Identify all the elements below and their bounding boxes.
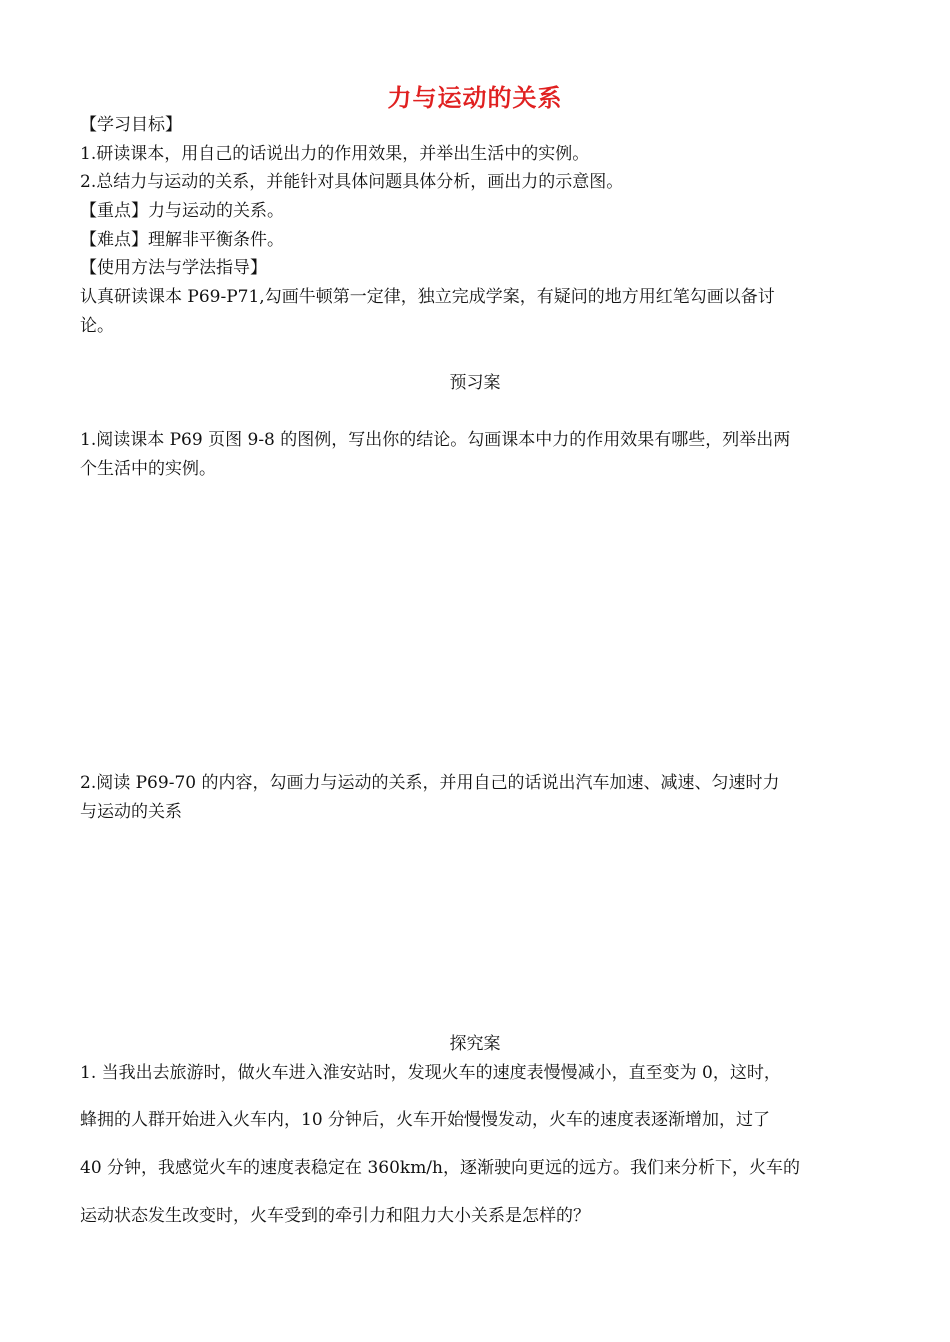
explore-q1-line-4: 运动状态发生改变时，火车受到的牵引力和阻力大小关系是怎样的？ bbox=[80, 1206, 590, 1226]
key-point: 【重点】力与运动的关系。 bbox=[80, 201, 284, 221]
explore-q1-line-1: 1. 当我出去旅游时，做火车进入淮安站时，发现火车的速度表慢慢减小，直至变为 0，这时， bbox=[80, 1063, 781, 1083]
explore-heading: 探究案 bbox=[449, 1034, 501, 1054]
objectives-heading: 【学习目标】 bbox=[80, 115, 182, 135]
objective-item-2: 2.总结力与运动的关系，并能针对具体问题具体分析，画出力的示意图。 bbox=[80, 172, 624, 192]
method-heading: 【使用方法与学法指导】 bbox=[80, 258, 267, 278]
page-title: 力与运动的关系 bbox=[387, 84, 563, 112]
objective-item-1: 1.研读课本，用自己的话说出力的作用效果，并举出生活中的实例。 bbox=[80, 144, 590, 164]
difficulty-point: 【难点】理解非平衡条件。 bbox=[80, 230, 284, 250]
preview-q2-line-1: 2.阅读 P69-70 的内容，勾画力与运动的关系，并用自己的话说出汽车加速、减速、匀速时力 bbox=[80, 773, 780, 793]
method-line-1: 认真研读课本 P69-P71,勾画牛顿第一定律，独立完成学案，有疑问的地方用红笔勾画以备讨 bbox=[80, 287, 775, 307]
method-line-2: 论。 bbox=[80, 316, 114, 336]
preview-q1-line-1: 1.阅读课本 P69 页图 9-8 的图例，写出你的结论。勾画课本中力的作用效果有哪些，列举出两 bbox=[80, 430, 791, 450]
explore-q1-line-3: 40 分钟，我感觉火车的速度表稳定在 360km/h，逐渐驶向更远的远方。我们来分析下，火车的 bbox=[80, 1158, 800, 1178]
preview-q2-line-2: 与运动的关系 bbox=[80, 802, 182, 822]
explore-q1-line-2: 蜂拥的人群开始进入火车内，10 分钟后，火车开始慢慢发动，火车的速度表逐渐增加，过了 bbox=[80, 1110, 771, 1130]
preview-heading: 预习案 bbox=[449, 373, 501, 393]
preview-q1-line-2: 个生活中的实例。 bbox=[80, 459, 216, 479]
